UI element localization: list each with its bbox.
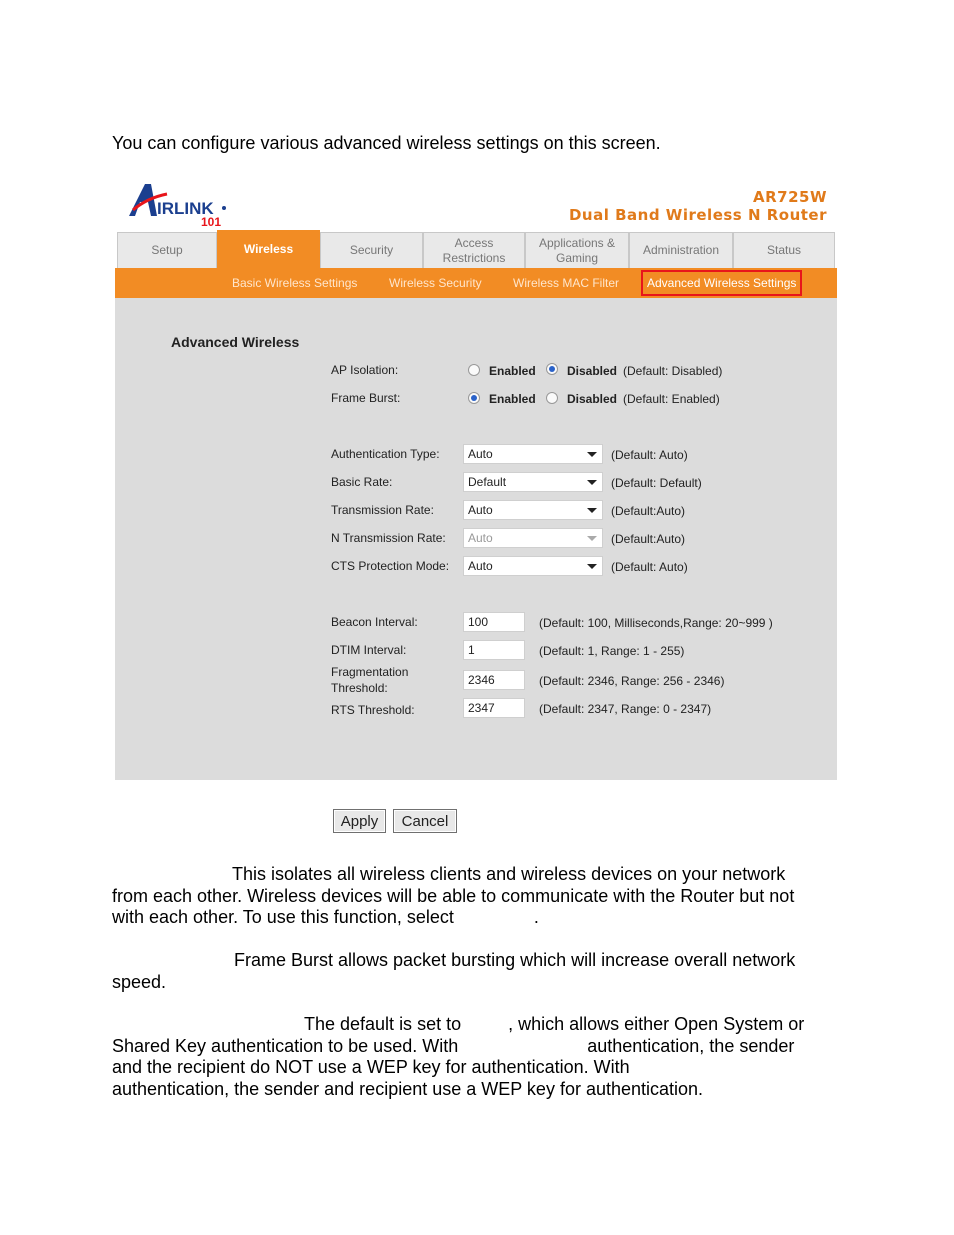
svg-text:IRLINK: IRLINK bbox=[157, 199, 214, 218]
ap-isolation-enabled-radio[interactable] bbox=[468, 364, 480, 376]
tab-applications-gaming[interactable]: Applications & Gaming bbox=[525, 232, 629, 268]
settings-panel bbox=[115, 298, 837, 780]
authentication-description bbox=[112, 1014, 832, 1100]
p1-line2: from each other. Wireless devices will be able to communicate with the Router but not bbox=[112, 885, 795, 906]
frame-burst-disabled-label: Disabled bbox=[567, 392, 618, 406]
tab-status[interactable]: Status bbox=[733, 232, 835, 268]
product-name: Dual Band Wireless N Router bbox=[568, 206, 827, 224]
svg-text:101: 101 bbox=[201, 215, 222, 229]
cts-protection-default: (Default: Auto) bbox=[611, 560, 688, 574]
p3-line4: authentication, the sender and recipient use a WEP key for authentication. bbox=[112, 1078, 704, 1099]
basic-rate-default: (Default: Default) bbox=[611, 476, 702, 490]
cts-protection-select[interactable]: Auto bbox=[463, 556, 603, 576]
tab-wireless[interactable]: Wireless bbox=[217, 230, 320, 268]
ap-isolation-disabled-label: Disabled bbox=[567, 364, 618, 378]
tab-setup[interactable]: Setup bbox=[117, 232, 217, 268]
beacon-interval-input[interactable]: 100 bbox=[463, 612, 525, 632]
tab-security[interactable]: Security bbox=[320, 232, 423, 268]
frame-burst-disabled-radio[interactable] bbox=[546, 392, 558, 404]
main-tabs bbox=[115, 230, 837, 268]
beacon-interval-default: (Default: 100, Milliseconds,Range: 20~999 ) bbox=[539, 616, 773, 630]
product-title bbox=[569, 188, 827, 224]
p1-line3: with each other. To use this function, select bbox=[112, 907, 454, 927]
auth-type-select[interactable]: Auto bbox=[463, 444, 603, 464]
section-title: Advanced Wireless bbox=[171, 334, 300, 350]
basic-rate-label: Basic Rate: bbox=[331, 475, 393, 489]
apply-button[interactable]: Apply bbox=[333, 809, 386, 833]
transmission-rate-default: (Default:Auto) bbox=[611, 504, 686, 518]
p3-line2b: authentication, the sender bbox=[587, 1035, 795, 1056]
frame-burst-default: (Default: Enabled) bbox=[623, 392, 720, 406]
frame-burst-enabled-label: Enabled bbox=[489, 392, 536, 406]
frame-burst-enabled-radio[interactable] bbox=[468, 392, 480, 404]
basic-rate-select[interactable]: Default bbox=[463, 472, 603, 492]
model-number: AR725W bbox=[752, 188, 827, 206]
fragmentation-threshold-default: (Default: 2346, Range: 256 - 2346) bbox=[539, 674, 725, 688]
fragmentation-threshold-label: Fragmentation Threshold: bbox=[331, 665, 409, 695]
ap-isolation-enabled-label: Enabled bbox=[489, 364, 536, 378]
n-transmission-rate-select: Auto bbox=[463, 528, 603, 548]
subnav-mac-filter[interactable]: Wireless MAC Filter bbox=[513, 276, 620, 290]
router-screenshot bbox=[115, 172, 837, 780]
dtim-interval-default: (Default: 1, Range: 1 - 255) bbox=[539, 644, 685, 658]
ap-isolation-description bbox=[112, 864, 832, 929]
n-transmission-rate-default: (Default:Auto) bbox=[611, 532, 686, 546]
frame-burst-description bbox=[112, 950, 832, 993]
airlink-logo bbox=[127, 180, 237, 230]
p2-line2: speed. bbox=[112, 971, 167, 992]
p3-line3: and the recipient do NOT use a WEP key for authentication. With bbox=[112, 1057, 630, 1077]
subnav-wireless-security[interactable]: Wireless Security bbox=[389, 276, 482, 290]
transmission-rate-select[interactable]: Auto bbox=[463, 500, 603, 520]
p1-line3-end: . bbox=[533, 907, 539, 927]
wireless-subnav bbox=[115, 268, 837, 298]
p3-line1a: The default is set to bbox=[304, 1014, 462, 1034]
beacon-interval-label: Beacon Interval: bbox=[331, 615, 418, 629]
rts-threshold-label: RTS Threshold: bbox=[331, 703, 415, 717]
tab-administration[interactable]: Administration bbox=[629, 232, 733, 268]
p3-line2a: Shared Key authentication to be used. With bbox=[112, 1035, 459, 1056]
auth-type-label: Authentication Type: bbox=[331, 447, 440, 461]
p2-line1: Frame Burst allows packet bursting which will increase overall network bbox=[234, 950, 796, 970]
subnav-basic-wireless[interactable]: Basic Wireless Settings bbox=[232, 276, 358, 290]
ap-isolation-label: AP Isolation: bbox=[331, 363, 399, 377]
dtim-interval-label: DTIM Interval: bbox=[331, 643, 407, 657]
subnav-advanced-wireless[interactable]: Advanced Wireless Settings bbox=[641, 270, 802, 296]
p1-line1: This isolates all wireless clients and wireless devices on your network bbox=[232, 864, 786, 884]
rts-threshold-default: (Default: 2347, Range: 0 - 2347) bbox=[539, 702, 712, 716]
fragmentation-threshold-input[interactable]: 2346 bbox=[463, 670, 525, 690]
n-transmission-rate-label: N Transmission Rate: bbox=[331, 531, 446, 545]
transmission-rate-label: Transmission Rate: bbox=[331, 503, 434, 517]
auth-type-default: (Default: Auto) bbox=[611, 448, 688, 462]
ap-isolation-default: (Default: Disabled) bbox=[623, 364, 723, 378]
cts-protection-label: CTS Protection Mode: bbox=[331, 559, 450, 573]
router-header bbox=[115, 172, 837, 230]
rts-threshold-input[interactable]: 2347 bbox=[463, 698, 525, 718]
tab-access-restrictions[interactable]: Access Restrictions bbox=[423, 232, 525, 268]
intro-text: You can configure various advanced wireless settings on this screen. bbox=[112, 133, 661, 153]
cancel-button[interactable]: Cancel bbox=[393, 809, 457, 833]
dtim-interval-input[interactable]: 1 bbox=[463, 640, 525, 660]
ap-isolation-disabled-radio[interactable] bbox=[546, 363, 558, 375]
frame-burst-label: Frame Burst: bbox=[331, 391, 401, 405]
p3-line1b: , which allows either Open System or bbox=[508, 1014, 805, 1034]
